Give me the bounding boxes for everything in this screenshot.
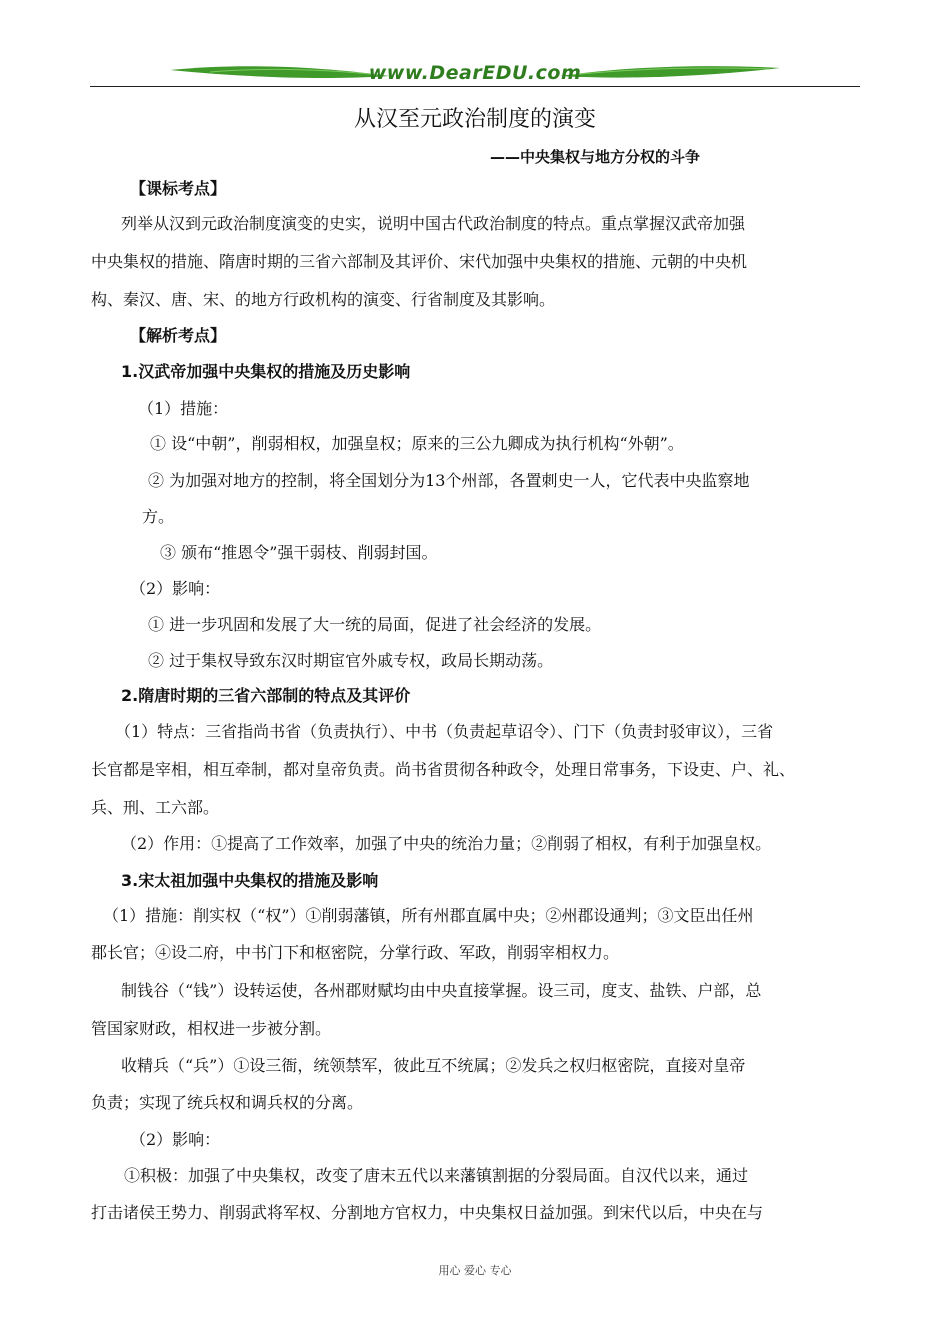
paragraph-line: ①积极：加强了中央集权，改变了唐末五代以来藩镇割据的分裂局面。自汉代以来，通过 [124, 1166, 749, 1185]
paragraph-line: 收精兵（“兵”）①设三衙，统领禁军，彼此互不统属；②发兵之权归枢密院，直接对皇帝 [121, 1056, 746, 1075]
topic-heading: 1.汉武帝加强中央集权的措施及历史影响 [121, 362, 411, 381]
paragraph-line: 中央集权的措施、隋唐时期的三省六部制及其评价、宋代加强中央集权的措施、元朝的中央机 [91, 252, 748, 271]
topic-heading: 2.隋唐时期的三省六部制的特点及其评价 [121, 686, 411, 705]
section-heading: 【解析考点】 [130, 326, 227, 345]
document-subtitle: ——中央集权与地方分权的斗争 [490, 148, 701, 166]
paragraph-line: 郡长官；④设二府，中书门下和枢密院，分掌行政、军政，削弱宰相权力。 [91, 943, 620, 962]
paragraph-line: ③ 颁布“推恩令”强干弱枝、削弱封国。 [160, 543, 438, 562]
paragraph-line: ② 为加强对地方的控制，将全国划分为13个州部，各置刺史一人，它代表中央监察地 [148, 471, 750, 490]
paragraph-line: （1）特点：三省指尚书省（负责执行）、中书（负责起草诏令）、门下（负责封驳审议），三省 [115, 722, 774, 741]
header-divider [90, 86, 860, 87]
paragraph-line: 负责；实现了统兵权和调兵权的分离。 [91, 1093, 364, 1112]
paragraph-line: 长官都是宰相，相互牵制，都对皇帝负责。尚书省贯彻各种政令，处理日常事务，下设吏、户、礼、 [91, 760, 796, 779]
paragraph-line: （1）措施： [138, 399, 229, 418]
topic-heading: 3.宋太祖加强中央集权的措施及影响 [121, 871, 379, 890]
paragraph-line: 方。 [142, 507, 175, 526]
paragraph-line: ① 进一步巩固和发展了大一统的局面，促进了社会经济的发展。 [148, 615, 602, 634]
paragraph-line: 管国家财政，相权进一步被分割。 [91, 1019, 332, 1038]
paragraph-line: 兵、刑、工六部。 [91, 798, 220, 817]
paragraph-line: （2）影响： [130, 1130, 221, 1149]
site-header [90, 58, 860, 98]
site-logo-text[interactable]: www.DearEDU.com [368, 62, 582, 84]
paragraph-line: ① 设“中朝”，削弱相权，加强皇权；原来的三公九卿成为执行机构“外朝”。 [150, 434, 684, 453]
document-title: 从汉至元政治制度的演变 [353, 107, 596, 132]
paragraph-line: 列举从汉到元政治制度演变的史实，说明中国古代政治制度的特点。重点掌握汉武帝加强 [121, 214, 746, 233]
paragraph-line: 制钱谷（“钱”）设转运使，各州郡财赋均由中央直接掌握。设三司，度支、盐铁、户部，总 [121, 981, 762, 1000]
paragraph-line: （2）作用：①提高了工作效率，加强了中央的统治力量；②削弱了相权，有利于加强皇权。 [121, 834, 772, 853]
paragraph-line: 打击诸侯王势力、削弱武将军权、分割地方官权力，中央集权日益加强。到宋代以后，中央在与 [91, 1203, 764, 1222]
paragraph-line: ② 过于集权导致东汉时期宦官外戚专权，政局长期动荡。 [148, 651, 554, 670]
paragraph-line: 构、秦汉、唐、宋、的地方行政机构的演变、行省制度及其影响。 [91, 290, 556, 309]
page-footer: 用心 爱心 专心 [438, 1264, 512, 1277]
section-heading: 【课标考点】 [130, 179, 227, 198]
paragraph-line: （1）措施：削实权（“权”）①削弱藩镇，所有州郡直属中央；②州郡设通判；③文臣出任州 [103, 906, 754, 925]
paragraph-line: （2）影响： [130, 579, 221, 598]
